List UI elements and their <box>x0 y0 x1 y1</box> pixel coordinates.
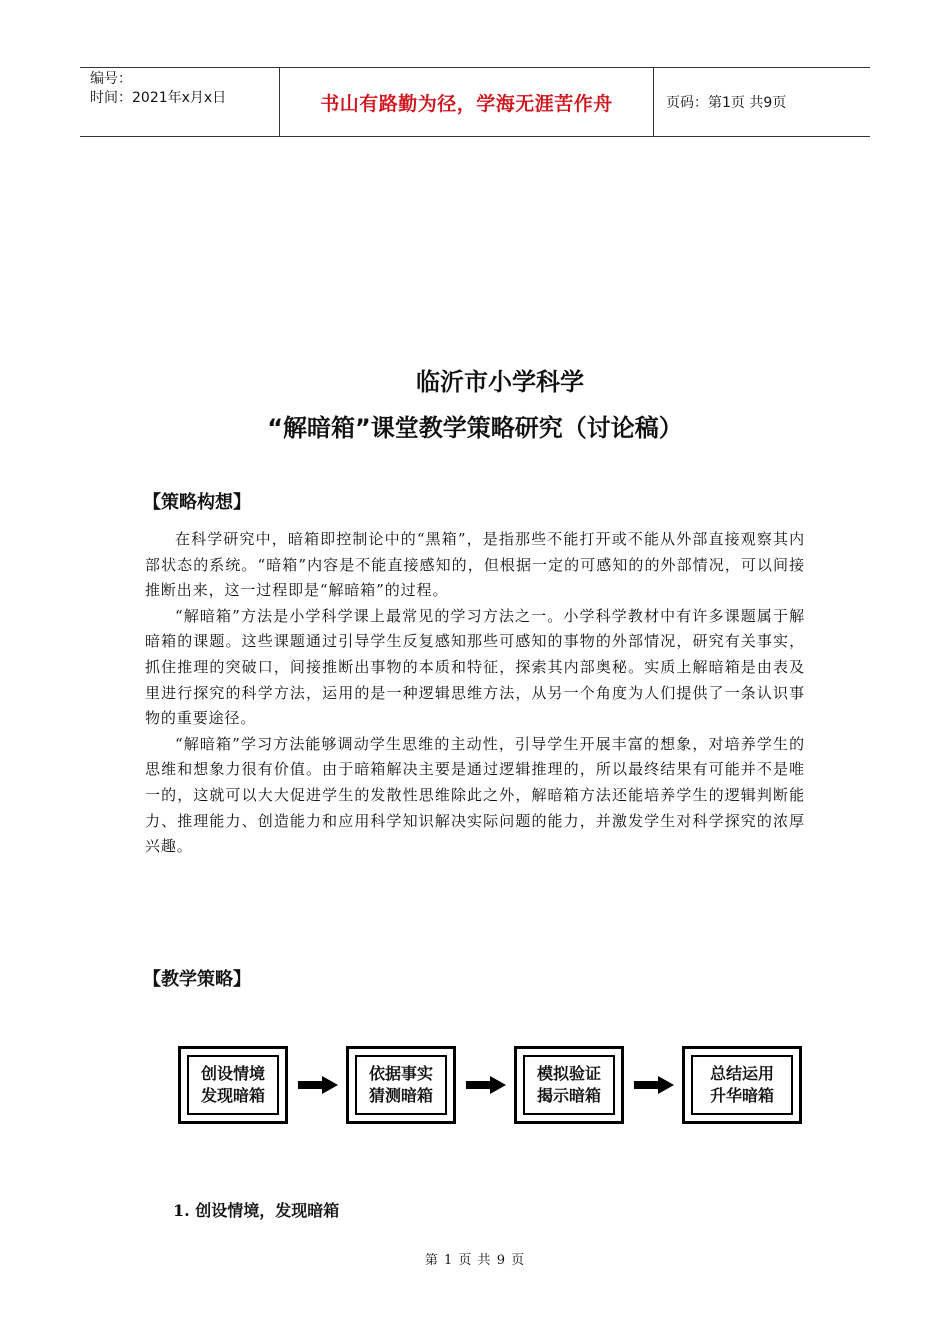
flow-step-box <box>178 1046 288 1124</box>
time-label: 时间：2021年x月x日 <box>90 90 227 106</box>
flow-step-label: 揭示暗箱 <box>536 1086 601 1105</box>
page-footer: 第 1 页 共 9 页 <box>424 1253 526 1268</box>
step-heading-1: 1. 创设情境，发现暗箱 <box>173 1201 340 1220</box>
paragraph: “解暗箱”学习方法能够调动学生思维的主动性，引导学生开展丰富的想象，对培养学生的思维和想象力很有价值。由于暗箱解决主要是通过逻辑推理的，所以最终结果有可能并不是唯一的，这就可以大大促进学生的发散性思维除此之外，解暗箱方法还能培养学生的逻辑判断能力、推理能力、创造能力和应用科学知识解决实际问题的能力，并激发学生对科学探究的浓厚兴趣。 <box>145 734 805 856</box>
flow-step-label: 依据事实 <box>368 1064 433 1083</box>
strategy-flowchart <box>178 1046 802 1124</box>
flow-step-label: 模拟验证 <box>536 1064 601 1083</box>
number-label: 编号： <box>90 71 132 87</box>
flow-step-label: 总结运用 <box>709 1064 774 1083</box>
flow-step-box <box>682 1046 802 1124</box>
section-idea-body <box>145 527 805 860</box>
paragraph: “解暗箱”方法是小学科学课上最常见的学习方法之一。小学科学教材中有许多课题属于解暗箱的课题。这些课题通过引导学生反复感知那些可感知的事物的外部情况，研究有关事实，抓住推理的突破口，间接推断出事物的本质和特征，探索其内部奥秘。实质上解暗箱是由表及里进行探究的科学方法，运用的是一种逻辑思维方法，从另一个角度为人们提供了一条认识事物的重要途径。 <box>145 606 805 728</box>
flow-step-box <box>346 1046 456 1124</box>
flow-step-box <box>514 1046 624 1124</box>
header-meta-cell <box>80 68 280 136</box>
arrow-right-icon <box>466 1076 506 1094</box>
doc-title-line2: “解暗箱”课堂教学策略研究（讨论稿） <box>267 414 683 442</box>
arrow-right-icon <box>298 1076 338 1094</box>
flow-step-label: 升华暗箱 <box>709 1086 774 1105</box>
header-page-info: 页码：第1页 共9页 <box>666 95 787 111</box>
section-heading-strategy: 【教学策略】 <box>143 969 251 990</box>
section-heading-idea: 【策略构想】 <box>143 492 251 513</box>
header-table <box>80 67 870 137</box>
header-motto: 书山有路勤为径，学海无涯苦作舟 <box>280 68 654 136</box>
flow-step-label: 猜测暗箱 <box>368 1086 433 1105</box>
doc-title-line1: 临沂市小学科学 <box>416 368 584 396</box>
paragraph: 在科学研究中，暗箱即控制论中的“黑箱”，是指那些不能打开或不能从外部直接观察其内部状态的系统。“暗箱”内容是不能直接感知的，但根据一定的可感知的的外部情况，可以间接推断出来，这一过程即是“解暗箱”的过程。 <box>145 530 805 600</box>
flow-step-label: 发现暗箱 <box>200 1086 265 1105</box>
flow-step-label: 创设情境 <box>200 1064 265 1083</box>
arrow-right-icon <box>634 1076 674 1094</box>
